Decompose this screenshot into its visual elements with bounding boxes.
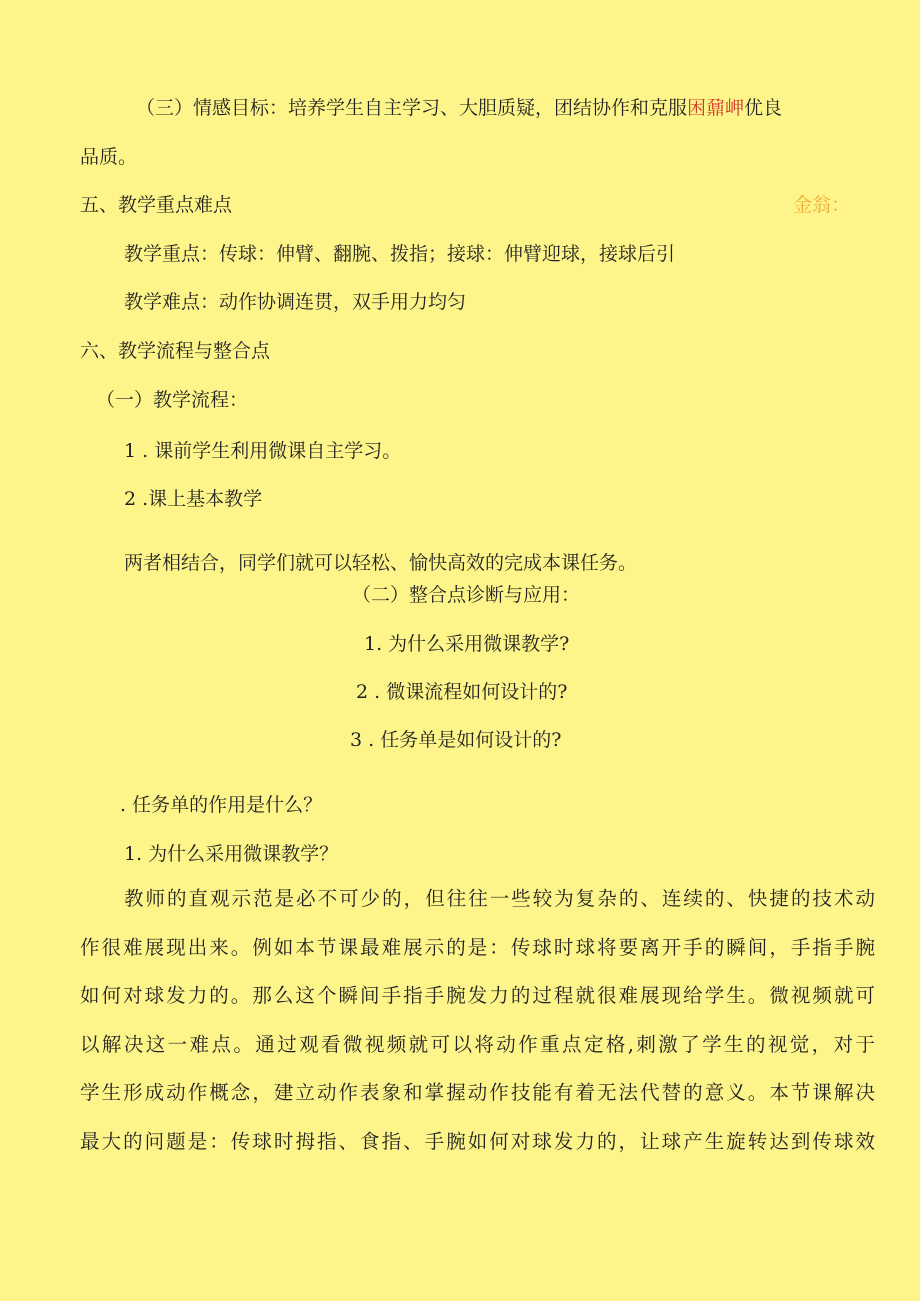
affective-goal-text: （三）情感目标：培养学生自主学习、大胆质疑，团结协作和克服 [136, 97, 688, 119]
difficulties-text: 教学难点：动作协调连贯，双手用力均匀 [124, 291, 467, 313]
margin-note: 金翁： [793, 194, 851, 216]
paragraph-line-1: 教师的直观示范是必不可少的，但往往一些较为复杂的、连续的、快捷的技术动 [124, 887, 875, 910]
answer-1-title: 1. 为什么采用微课教学？ [124, 843, 339, 865]
affective-goal-line [136, 96, 782, 120]
garbled-highlight-text: 困鼐岬 [687, 97, 745, 119]
paragraph-line-2: 作很难展现出来。例如本节课最难展示的是：传球时球将要离开手的瞬间，手指手腕 [80, 936, 875, 959]
paragraph-line-4: 以解决这一难点。通过观看微视频就可以将动作重点定格,刺激了学生的视觉，对于 [80, 1033, 875, 1056]
question-1: 1. 为什么采用微课教学? [364, 633, 570, 655]
paragraph-line-6: 最大的问题是：传球时拇指、食指、手腕如何对球发力的，让球产生旋转达到传球效 [80, 1130, 875, 1153]
affective-goal-continuation: 品质。 [80, 146, 138, 168]
section-5-heading: 五、教学重点难点 [80, 194, 233, 216]
integration-subheading: （二）整合点诊断与应用： [352, 584, 581, 606]
flow-step-1: 1 . 课前学生利用微课自主学习。 [124, 440, 402, 462]
flow-summary: 两者相结合，同学们就可以轻松、愉快高效的完成本课任务。 [124, 552, 638, 574]
paragraph-line-5: 学生形成动作概念，建立动作表象和掌握动作技能有着无法代替的意义。本节课解决 [80, 1081, 875, 1104]
flow-step-2: 2 .课上基本教学 [124, 488, 263, 510]
paragraph-line-3: 如何对球发力的。那么这个瞬间手指手腕发力的过程就很难展现给学生。微视频就可 [80, 984, 875, 1007]
question-4: . 任务单的作用是什么？ [120, 794, 323, 816]
affective-goal-tail: 优良 [744, 97, 783, 119]
key-points-text: 教学重点：传球：伸臂、翻腕、拨指；接球：伸臂迎球，接球后引 [124, 243, 676, 265]
teaching-flow-subheading: （一）教学流程： [96, 389, 249, 411]
section-6-heading: 六、教学流程与整合点 [80, 340, 271, 362]
question-2: 2 . 微课流程如何设计的? [356, 681, 568, 703]
question-3: 3 . 任务单是如何设计的? [350, 729, 562, 751]
